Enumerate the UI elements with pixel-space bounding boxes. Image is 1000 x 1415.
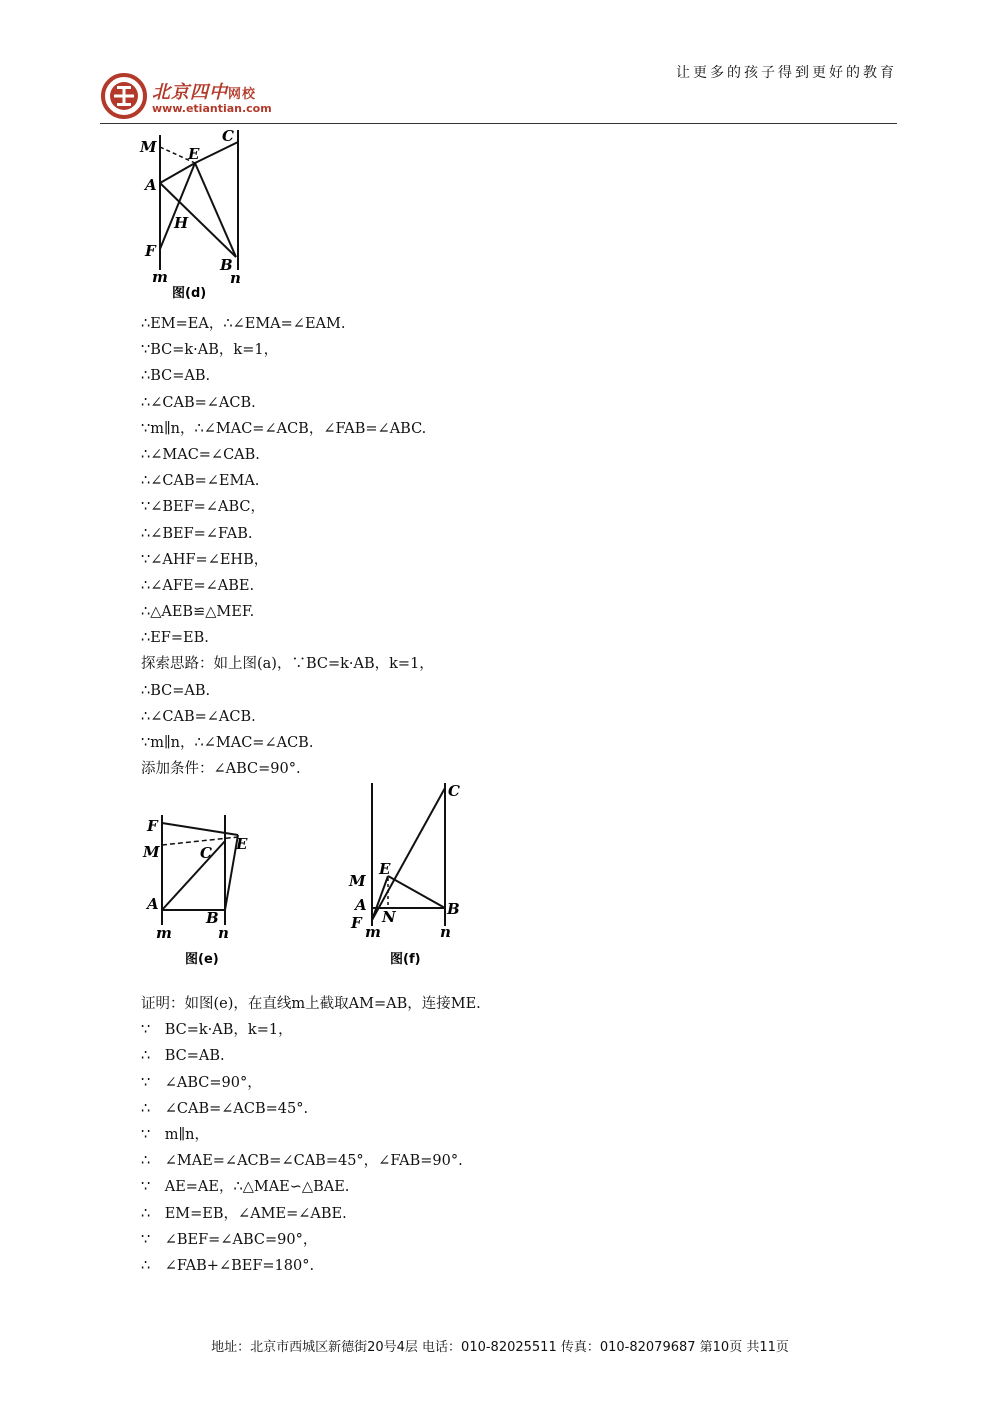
text-line: ∴∠CAB=∠ACB. — [141, 394, 256, 411]
point-f-m: m — [365, 923, 381, 941]
point-d-B: B — [220, 256, 233, 274]
point-f-E: E — [379, 860, 391, 878]
text-line: ∴ ∠CAB=∠ACB=45°. — [141, 1100, 309, 1117]
figure-f — [345, 778, 475, 973]
text-line: ∵ ∠BEF=∠ABC=90°， — [141, 1231, 318, 1248]
text-line: ∵ ∠ABC=90°， — [141, 1074, 262, 1091]
text-line: ∴EM=EA，∴∠EMA=∠EAM. — [141, 316, 346, 332]
text-line: ∴EF=EB. — [141, 630, 209, 647]
text-line: ∴ BC=AB. — [141, 1048, 225, 1065]
text-line: ∴∠CAB=∠ACB. — [141, 708, 256, 725]
text-line: ∵∠BEF=∠ABC， — [141, 499, 265, 516]
point-d-C: C — [222, 127, 234, 145]
text-line: ∴ ∠FAB+∠BEF=180°. — [141, 1257, 315, 1274]
text-line: ∴BC=AB. — [141, 682, 211, 699]
point-f-n: n — [440, 923, 451, 941]
figure-d-caption: 图(d) — [172, 286, 207, 301]
text-line: ∵ AE=AE，∴△MAE∽△BAE. — [141, 1179, 350, 1196]
text-line: ∵m∥n，∴∠MAC=∠ACB，∠FAB=∠ABC. — [141, 420, 427, 437]
point-e-C: C — [200, 844, 212, 862]
point-d-n: n — [230, 269, 241, 287]
point-f-N: N — [382, 908, 396, 926]
point-e-A: A — [147, 895, 159, 913]
point-d-m: m — [152, 268, 168, 286]
text-line: 探索思路：如上图(a)，∵BC=k·AB，k=1， — [141, 656, 434, 673]
figure-f-caption: 图(f) — [390, 952, 421, 967]
point-e-E: E — [236, 835, 248, 853]
point-e-F: F — [147, 817, 158, 835]
text-line: ∴∠CAB=∠EMA. — [141, 473, 260, 490]
point-f-F: F — [351, 914, 362, 932]
header-slogan: 让更多的孩子得到更好的教育 — [676, 65, 897, 81]
point-d-H: H — [174, 214, 189, 232]
point-e-B: B — [206, 909, 219, 927]
text-line: ∴∠AFE=∠ABE. — [141, 577, 255, 594]
point-f-A: A — [355, 896, 367, 914]
text-line: 证明：如图(e)，在直线m上截取AM=AB，连接ME. — [141, 996, 481, 1012]
text-line: 添加条件：∠ABC=90°. — [141, 761, 301, 778]
text-line: ∵BC=k·AB，k=1， — [141, 342, 279, 359]
header-divider — [100, 123, 897, 124]
text-line: ∵ BC=k·AB，k=1， — [141, 1022, 293, 1039]
solution-text-bottom — [141, 991, 861, 1279]
figure-e-caption: 图(e) — [185, 952, 219, 967]
text-line: ∴ ∠MAE=∠ACB=∠CAB=45°，∠FAB=90°. — [141, 1153, 463, 1170]
point-e-n: n — [218, 924, 229, 942]
solution-text-top — [141, 311, 861, 782]
text-line: ∴∠BEF=∠FAB. — [141, 525, 253, 542]
page-footer: 地址：北京市西城区新德街20号4层 电话：010-82025511 传真：010-82079687 第10页 共11页 — [211, 1340, 789, 1355]
figure-e — [140, 805, 270, 970]
figure-d — [138, 125, 258, 305]
point-f-C: C — [448, 782, 460, 800]
text-line: ∴∠MAC=∠CAB. — [141, 446, 260, 463]
text-line: ∴ EM=EB，∠AME=∠ABE. — [141, 1205, 347, 1222]
text-line: ∴△AEB≌△MEF. — [141, 604, 255, 621]
logo — [100, 72, 340, 120]
point-d-F: F — [145, 242, 156, 260]
point-d-A: A — [145, 176, 157, 194]
point-d-E: E — [188, 145, 200, 163]
point-e-m: m — [156, 924, 172, 942]
text-line: ∴BC=AB. — [141, 368, 211, 385]
point-d-M: M — [140, 138, 157, 156]
logo-url: www.etiantian.com — [152, 102, 272, 115]
text-line: ∵m∥n，∴∠MAC=∠ACB. — [141, 735, 314, 751]
logo-brand: 北京四中网校 — [152, 82, 257, 103]
point-f-M: M — [349, 872, 366, 890]
logo-emblem-icon — [100, 72, 148, 120]
text-line: ∵∠AHF=∠EHB， — [141, 551, 269, 568]
point-e-M: M — [143, 843, 160, 861]
text-line: ∵ m∥n， — [141, 1126, 210, 1143]
point-f-B: B — [447, 900, 460, 918]
